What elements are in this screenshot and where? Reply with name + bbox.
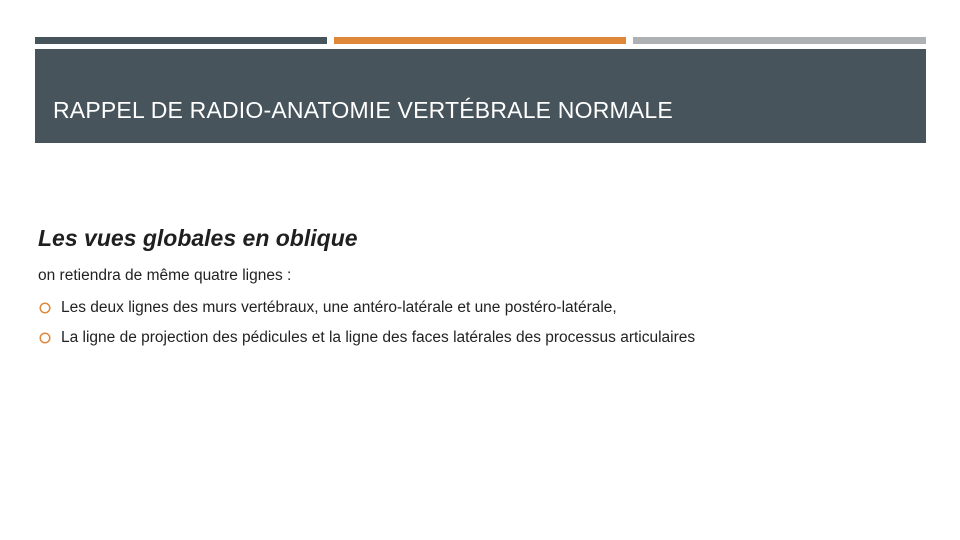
circle-outline-icon (39, 332, 51, 344)
bullet-list (38, 298, 918, 348)
intro-text: on retiendra de même quatre lignes : (38, 267, 292, 284)
slide-content (38, 224, 918, 358)
bullet-text: Les deux lignes des murs vertébraux, une antéro-latérale et une postéro-latérale, (61, 299, 617, 316)
accent-bar-gray (633, 37, 926, 44)
circle-outline-icon (39, 302, 51, 314)
bullet-text: La ligne de projection des pédicules et la ligne des faces latérales des processus articulaires (61, 329, 696, 346)
list-item (38, 328, 918, 348)
slide-title: RAPPEL DE RADIO-ANATOMIE VERTÉBRALE NORMALE (53, 97, 673, 123)
accent-bar-dark (35, 37, 327, 44)
slide-subtitle: Les vues globales en oblique (38, 225, 358, 251)
accent-bar-orange (334, 37, 626, 44)
title-band (35, 49, 926, 143)
list-item (38, 298, 918, 318)
